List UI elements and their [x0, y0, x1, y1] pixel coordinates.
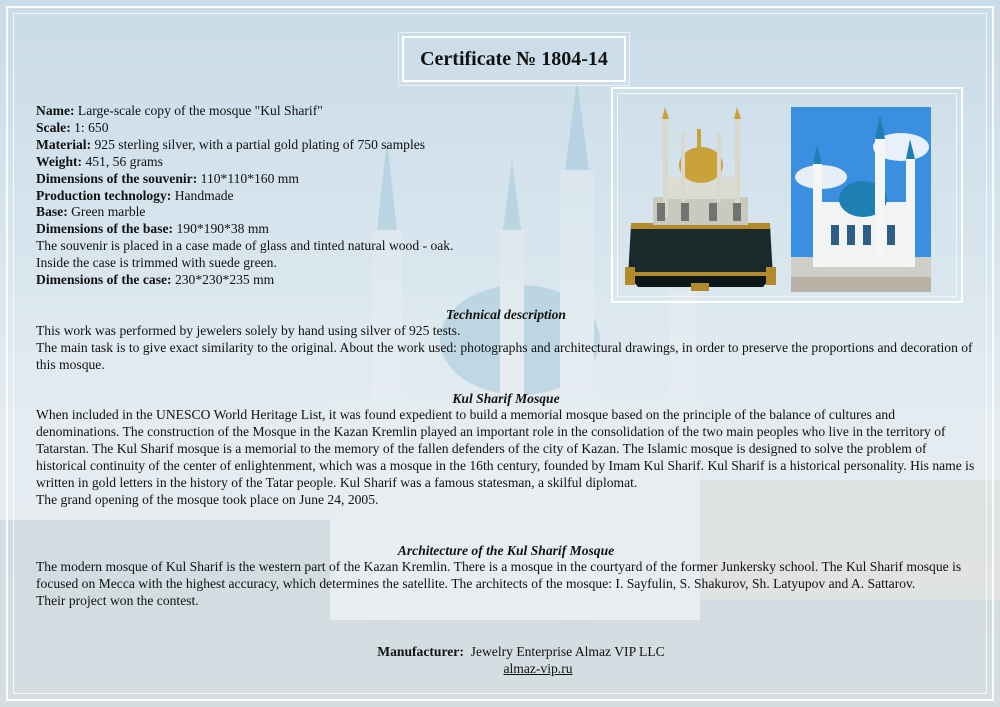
technical-description-heading: Technical description	[446, 307, 566, 322]
spec-line: Base: Green marble	[36, 204, 146, 220]
photo-frame	[611, 87, 963, 303]
architecture-text: The modern mosque of Kul Sharif is the western part of the Kazan Kremlin. There is a mosque in the courtyard of the former Junkersky school. The Kul Sharif mosque is focused on Mecca with the highest accuracy, which determines the satellite. The architects of the mosque: I. Sayfulin, S. Shakurov, Sh. Latyupov and A. Sattarov. Their project won the contest.	[36, 559, 962, 608]
manufacturer-line	[36, 644, 1000, 660]
spec-line: Inside the case is trimmed with suede green.	[36, 255, 277, 271]
spec-line: Dimensions of the case: 230*230*235 mm	[36, 272, 275, 288]
spec-line: Scale: 1: 650	[36, 119, 109, 135]
spec-line: Name: Large-scale copy of the mosque "Kul Sharif"	[36, 103, 323, 118]
spec-line: The souvenir is placed in a case made of glass and tinted natural wood - oak.	[36, 238, 454, 254]
spec-line: Dimensions of the souvenir: 110*110*160 mm	[36, 170, 299, 186]
spec-line: Material: 925 sterling silver, with a partial gold plating of 750 samples	[36, 136, 426, 152]
architecture-heading: Architecture of the Kul Sharif Mosque	[397, 543, 615, 558]
spec-line: Dimensions of the base: 190*190*38 mm	[36, 221, 269, 237]
manufacturer-name: Jewelry Enterprise Almaz VIP LLC	[470, 644, 665, 659]
certificate-title-box	[402, 36, 626, 82]
mosque-photo	[791, 107, 931, 292]
technical-description-text: This work was performed by jewelers solely by hand using silver of 925 tests. The main task is to give exact similarity to the original. About the work used: photographs and architectural drawings, in order to preserve the proportions and decoration of this mosque.	[36, 323, 973, 372]
specs-list	[36, 103, 606, 289]
kul-sharif-text: When included in the UNESCO World Heritage List, it was found expedient to build a memorial mosque based on the principle of the balance of cultures and denominations. The construction of the Mosque in the Kazan Kremlin played an important role in the consolidation of the two main peoples who live in the territory of Tatarstan. The Kul Sharif mosque is a memorial to the memory of the fallen defenders of the city of Kazan. The Islamic mosque is designed to solve the problem of historical continuity of the center of enlightenment, which was a mosque in the 16th century, founded by Imam Kul Sharif. Kul Sharif is a historical personality. His name is written in gold letters in the history of the Tatar people. Kul Sharif was a famous statesman, a skilful diplomat. The grand opening of the mosque took place on June 24, 2005.	[36, 407, 975, 507]
manufacturer-label: Manufacturer:	[377, 644, 464, 659]
kul-sharif-heading: Kul Sharif Mosque	[452, 391, 560, 406]
website-link[interactable]: almaz-vip.ru	[503, 661, 573, 676]
certificate-title: Certificate № 1804-14	[420, 47, 608, 70]
spec-line: Production technology: Handmade	[36, 187, 234, 203]
spec-line: Weight: 451, 56 grams	[36, 153, 163, 169]
souvenir-model-photo	[623, 107, 778, 292]
